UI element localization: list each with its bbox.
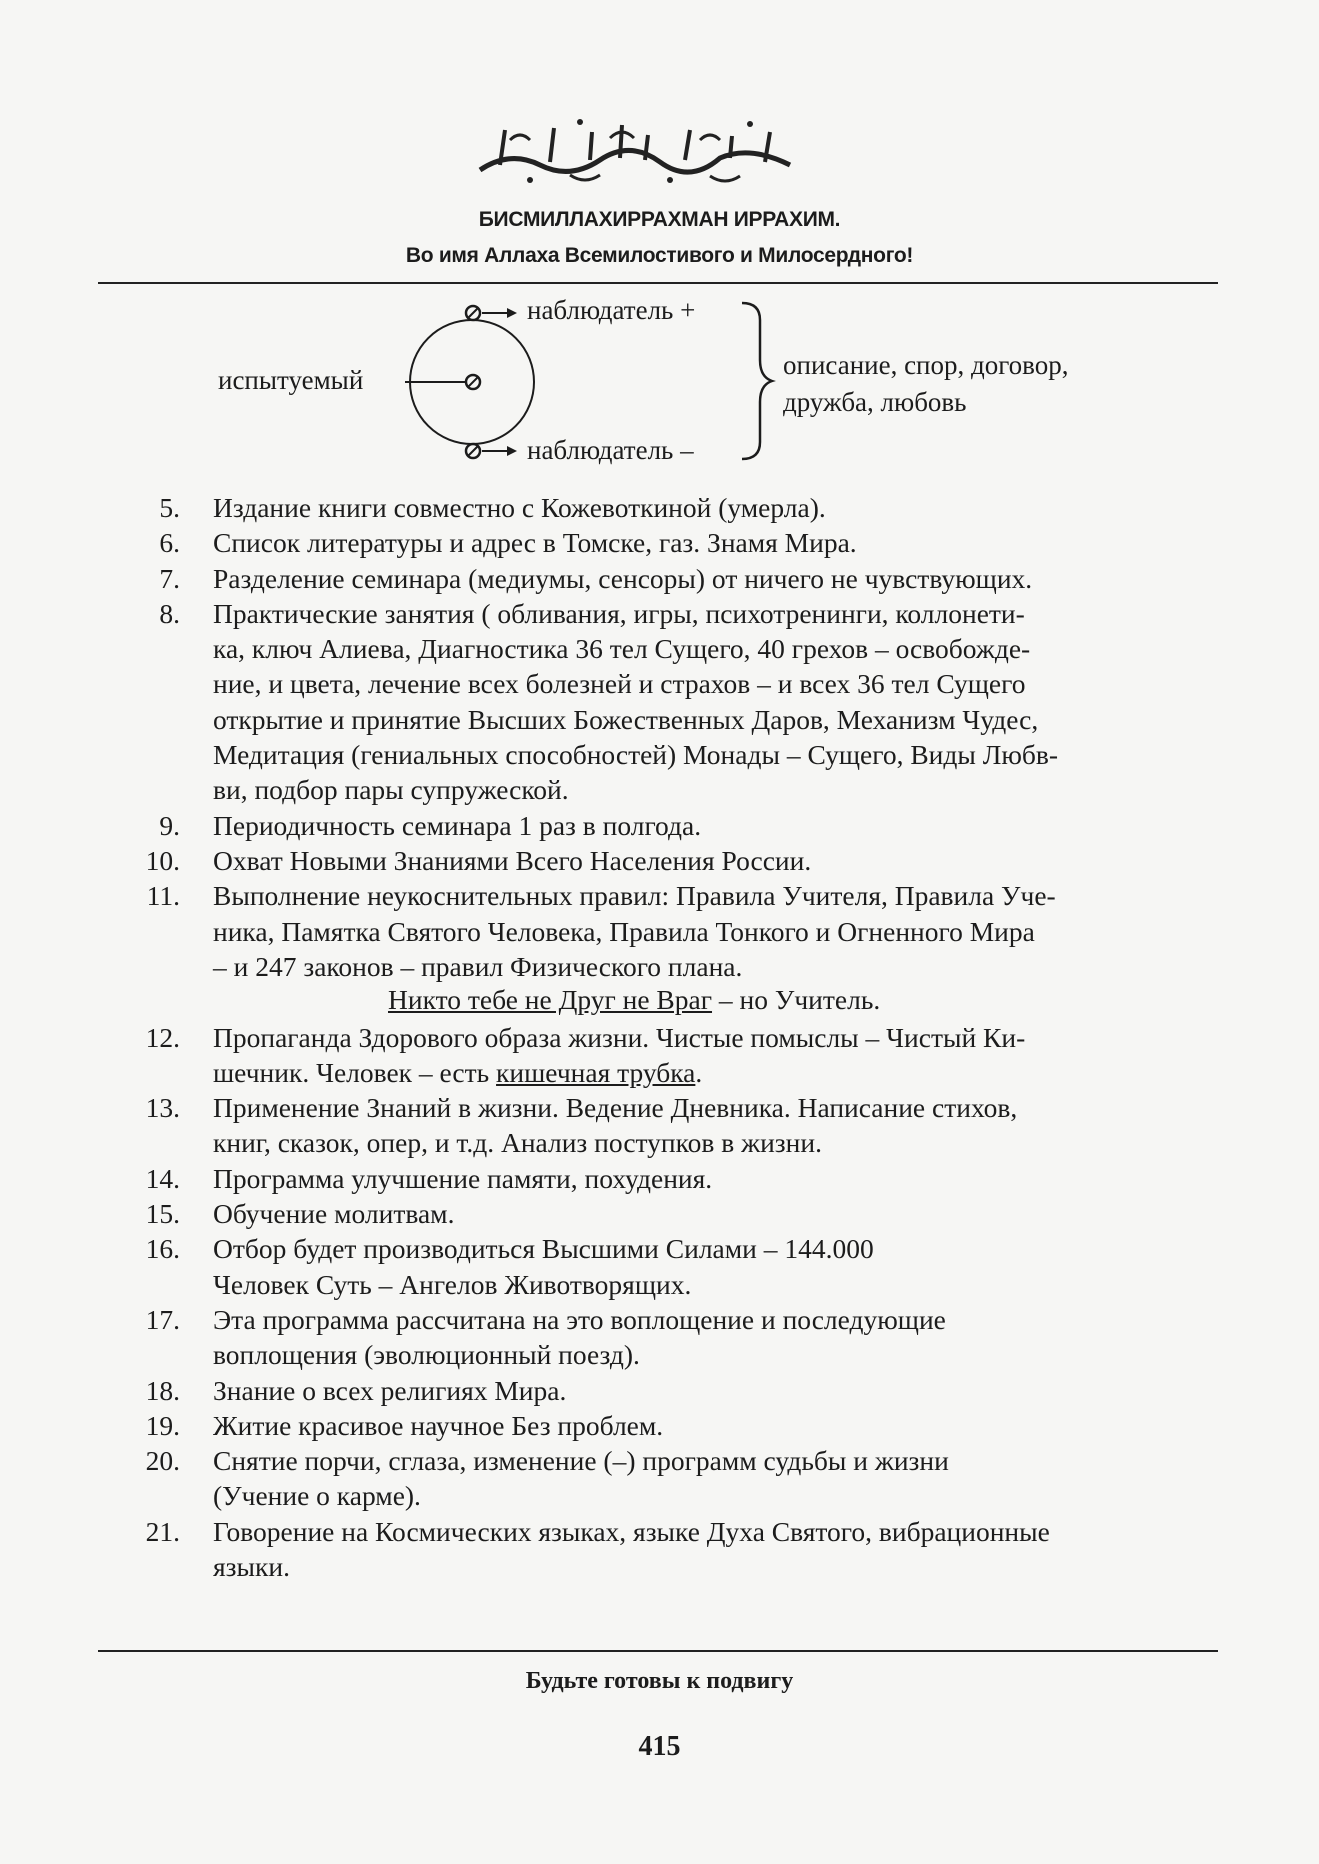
list-item-line: Выполнение неукоснительных правил: Правила Учителя, Правила Уче- [213,880,1056,912]
list-item-line: Периодичность семинара 1 раз в полгода. [213,809,702,841]
list-item-number: 7. [159,562,180,594]
list-item-number: 12. [145,1021,180,1053]
list-item-number: 21. [145,1515,180,1547]
motto-line [388,984,880,1016]
list-item-line: ние, и цвета, лечение всех болезней и страхов – и всех 36 тел Сущего [213,668,1026,700]
list-item-line: книг, сказок, опер, и т.д. Анализ поступков в жизни. [213,1127,822,1159]
list-item-number: 14. [145,1162,180,1194]
list-item-number: 15. [145,1198,180,1229]
list-item-line: Медитация (гениальных способностей) Монады – Сущего, Виды Любв- [213,739,1059,771]
list-item-number: 10. [145,845,180,876]
list-item-line: Список литературы и адрес в Томске, газ. Знамя Мира. [213,527,857,559]
list-item-text: шечник. Человек – есть [213,1056,497,1088]
observer-minus-label: наблюдатель – [527,435,694,465]
list-item-line: воплощения (эволюционный поезд). [213,1339,640,1371]
list-item-line [213,1055,1217,1090]
header-divider [98,282,1218,284]
list-item-line: Обучение молитвам. [213,1198,455,1229]
list-item-line: ника, Памятка Святого Человека, Правила Тонкого и Огненного Мира [213,915,1035,947]
list-item-number: 18. [145,1374,180,1406]
list-item-line: Говорение на Космических языках, языке Духа Святого, вибрационные [213,1515,1050,1547]
list-item-line: Программа улучшение памяти, похудения. [213,1162,713,1194]
list-item-line: (Учение о карме). [213,1480,421,1512]
list-item-line: Разделение семинара (медиумы, сенсоры) от ничего не чувствующих. [213,562,1033,594]
list-item-line: Охват Новыми Знаниями Всего Населения России. [213,845,812,876]
list-item-number: 8. [159,597,180,629]
list-item-number: 19. [145,1409,180,1441]
footer-divider [98,1650,1218,1652]
list-item-line: Знание о всех религиях Мира. [213,1374,567,1406]
result-line2: дружба, любовь [783,387,967,417]
list-item-line: Снятие порчи, сглаза, изменение (–) программ судьбы и жизни [213,1445,949,1477]
list-item-line: – и 247 законов – правил Физического плана. [213,950,743,982]
list-item-line: Эта программа рассчитана на это воплощение и последующие [213,1303,946,1335]
list-item-number: 11. [146,880,180,912]
observer-plus-label: наблюдатель + [527,295,696,325]
list-item-number: 13. [145,1092,180,1124]
list-item-line: ви, подбор пары супружеской. [213,774,569,806]
footer-motto: Будьте готовы к подвигу [525,1668,794,1694]
list-item-number: 5. [159,492,180,523]
list-item-line: Применение Знаний в жизни. Ведение Дневника. Написание стихов, [213,1092,1018,1124]
list-item-number: 6. [159,527,180,559]
list-item-line: Издание книги совместно с Кожевоткиной (умерла). [213,492,826,523]
list-item-line: Житие красивое научное Без проблем. [213,1409,664,1441]
motto-underlined: Никто тебе не Друг не Враг [388,984,713,1016]
list-item-line: Человек Суть – Ангелов Животворящих. [213,1268,692,1300]
header-title: БИСМИЛЛАХИРРАХМАН ИРРАХИМ. [478,208,841,231]
motto-rest: – но Учитель. [712,984,881,1016]
list-item-line: Отбор будет производиться Высшими Силами – 144.000 [213,1233,874,1265]
result-line1: описание, спор, договор, [783,350,1069,380]
page-number: 415 [638,1731,681,1762]
list-item-line: языки. [213,1550,290,1582]
list-item-line: Пропаганда Здорового образа жизни. Чистые помыслы – Чистый Ки- [213,1021,1026,1053]
subject-label: испытуемый [218,365,364,395]
header-subtitle: Во имя Аллаха Всемилостивого и Милосердного! [405,244,914,267]
list-item-number: 9. [159,809,180,841]
list-item-line: ка, ключ Алиева, Диагностика 36 тел Сущего, 40 грехов – освобожде- [213,633,1031,665]
list-item-line: открытие и принятие Высших Божественных Даров, Механизм Чудес, [213,703,1039,735]
list-item-line: Практические занятия ( обливания, игры, психотренинги, коллонети- [213,597,1025,629]
underlined-phrase: кишечная трубка [496,1056,696,1088]
bismillah-calligraphy [470,110,800,190]
list-item-number: 16. [145,1233,180,1265]
observer-diagram [0,285,1319,485]
list-item-tail: . [695,1056,703,1088]
list-item-number: 20. [145,1445,180,1477]
list-item-number: 17. [145,1303,180,1335]
